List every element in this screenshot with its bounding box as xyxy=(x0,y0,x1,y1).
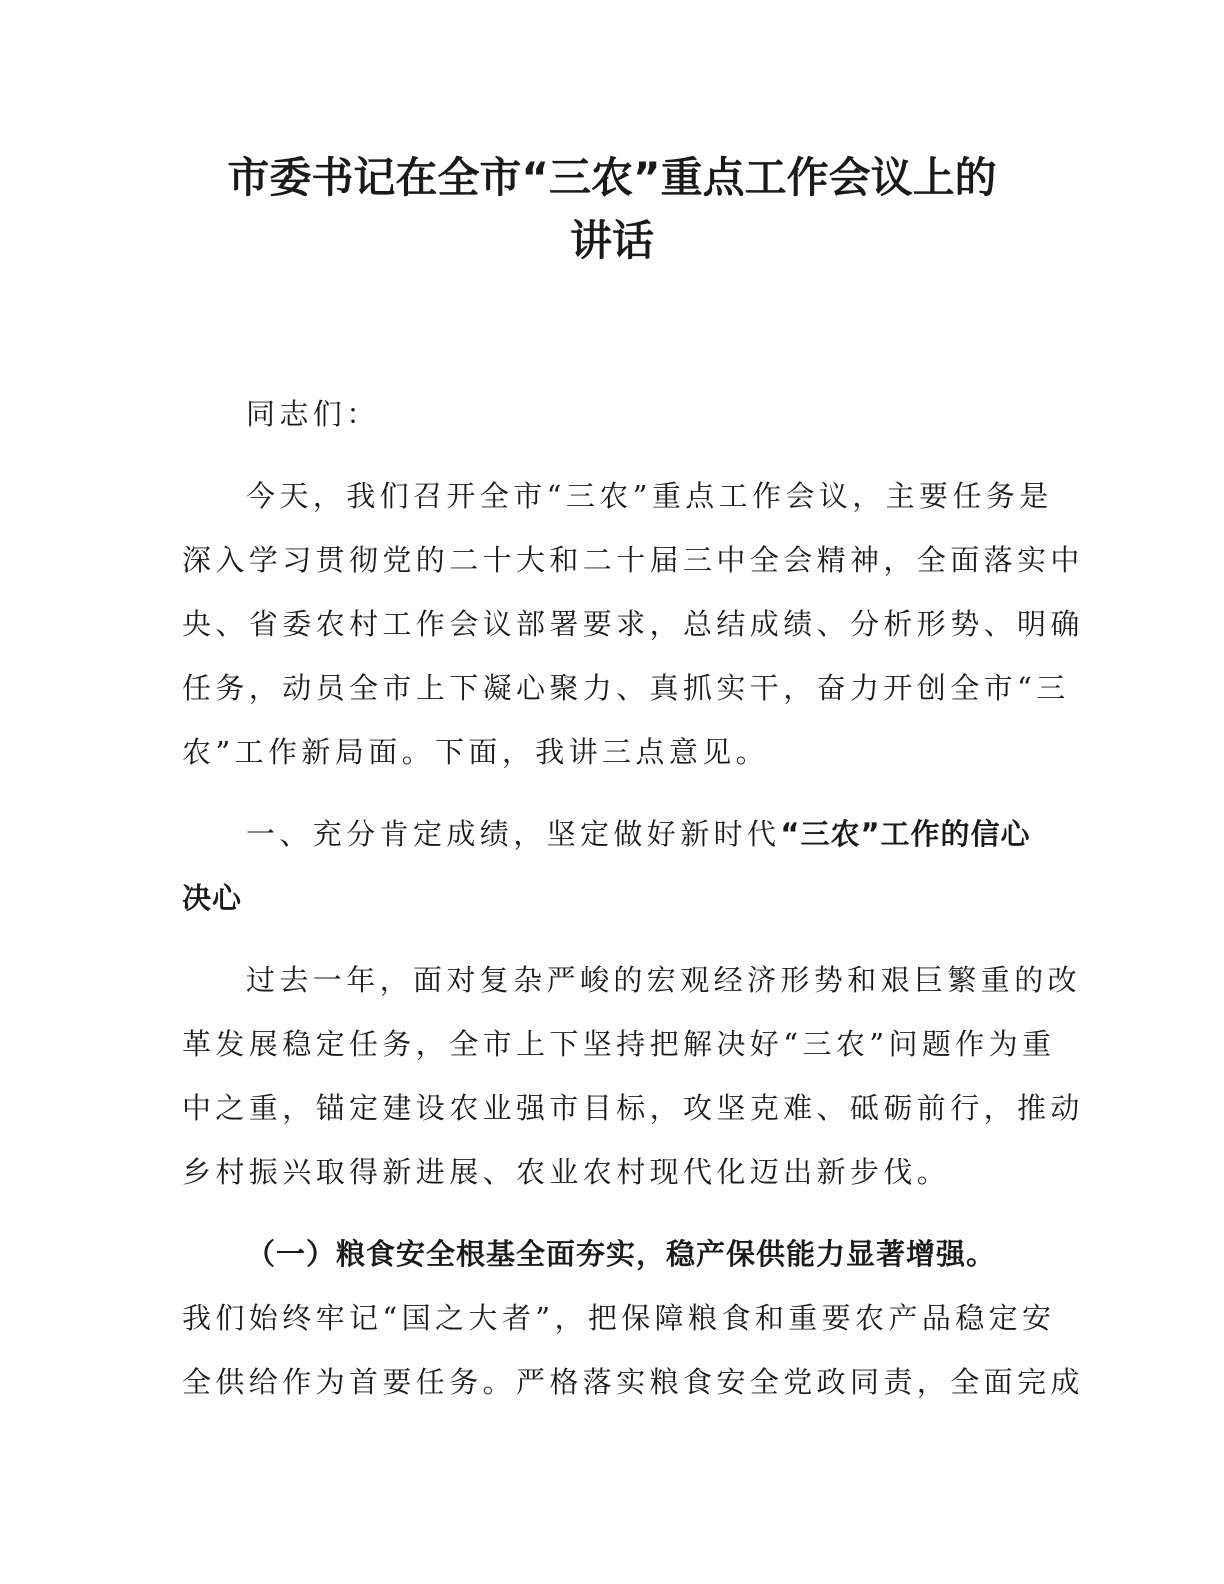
section-1-heading-line-2 xyxy=(182,866,1042,930)
section-1-heading xyxy=(182,802,1106,866)
document-title-line-1: 市委书记在全市“三农”重点工作会议上的 xyxy=(227,153,997,202)
subsection-1-line-2: 全供给作为首要任务。严格落实粮食安全党政同责，全面完成 xyxy=(182,1365,1084,1399)
section-1-heading-end: 决心 xyxy=(182,881,243,915)
subsection-1-line-1: 我们始终牢记“国之大者”，把保障粮食和重要农产品稳定安 xyxy=(182,1301,1056,1335)
document-title-line-2: 讲话 xyxy=(569,216,654,265)
intro-line-5: 农”工作新局面。下面，我讲三点意见。 xyxy=(182,735,770,769)
intro-line-3: 央、省委农村工作会议部署要求，总结成绩、分析形势、明确 xyxy=(182,607,1084,641)
section-1-heading-bold: “三农”工作的信心 xyxy=(780,817,1031,851)
intro-line-1: 今天，我们召开全市“三农”重点工作会议，主要任务是 xyxy=(246,479,1053,513)
section-1-line-1: 过去一年，面对复杂严峻的宏观经济形势和艰巨繁重的改 xyxy=(246,963,1082,997)
salutation: 同志们： xyxy=(246,397,380,431)
section-1-heading-prefix: 一、充分肯定成绩，坚定做好新时代 xyxy=(246,817,781,851)
subsection-1-heading xyxy=(182,1222,1106,1286)
intro-line-2: 深入学习贯彻党的二十大和二十届三中全会精神，全面落实中 xyxy=(182,543,1084,577)
section-1-line-2: 革发展稳定任务，全市上下坚持把解决好“三农”问题作为重 xyxy=(182,1027,1056,1061)
section-1-line-3: 中之重，锚定建设农业强市目标，攻坚克难、砥砺前行，推动 xyxy=(182,1091,1084,1125)
subsection-1-heading-text: （一）粮食安全根基全面夯实，稳产保供能力显著增强。 xyxy=(246,1237,997,1271)
intro-line-4: 任务，动员全市上下凝心聚力、真抓实干，奋力开创全市“三 xyxy=(182,671,1070,705)
section-1-line-4: 乡村振兴取得新进展、农业农村现代化迈出新步伐。 xyxy=(182,1155,951,1189)
